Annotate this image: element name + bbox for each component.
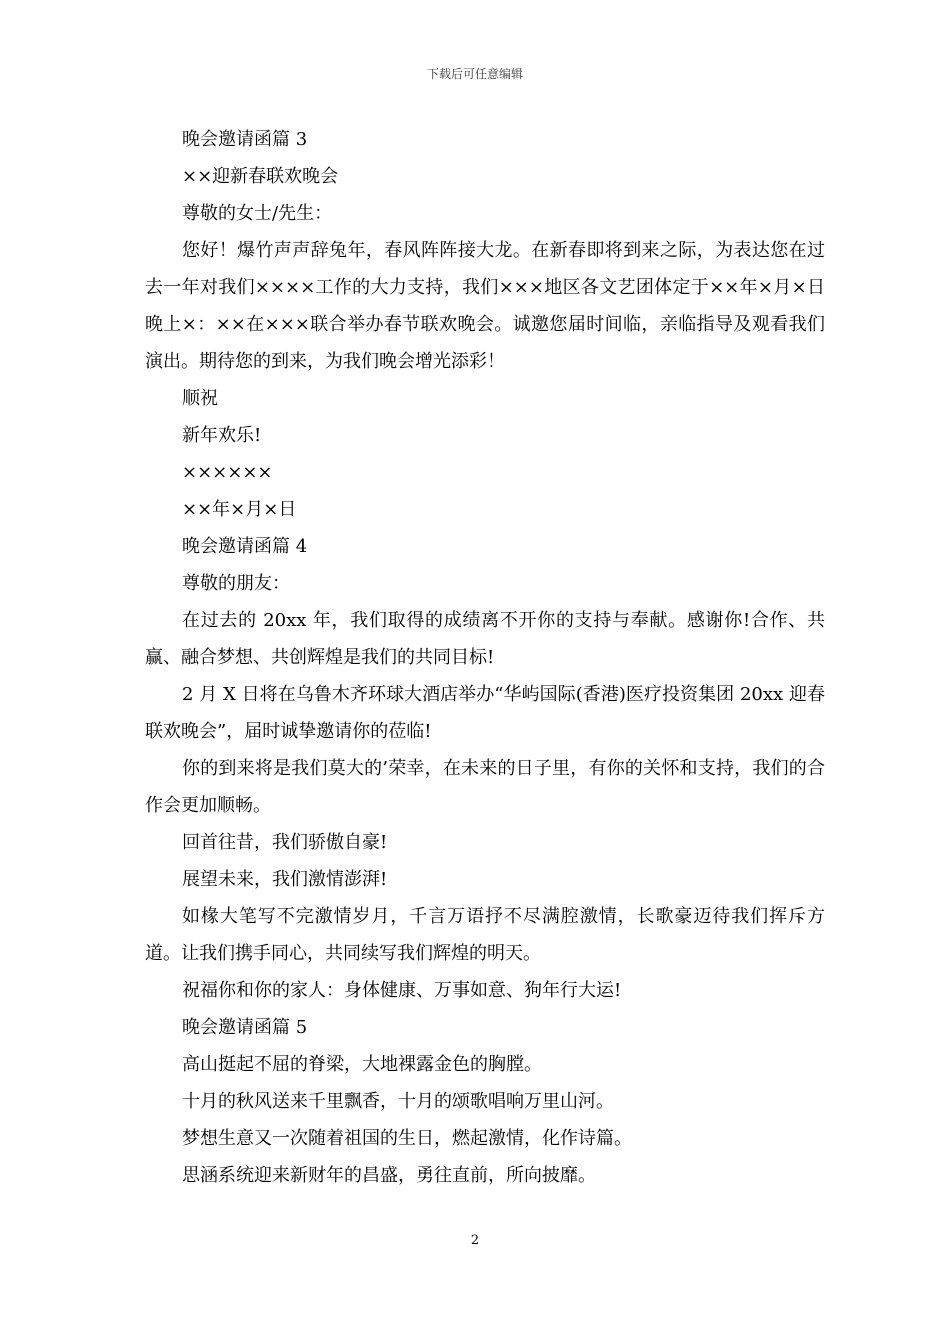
date-line: ××年×月×日: [182, 499, 297, 520]
page-header: 下载后可任意编辑: [426, 67, 523, 81]
body-line: 高山挺起不屈的脊梁，大地裸露金色的胸膛。: [182, 1054, 542, 1075]
body-line: 十月的秋风送来千里飘香，十月的颂歌唱响万里山河。: [182, 1091, 614, 1112]
body-line: 回首往昔，我们骄傲自豪!: [182, 832, 388, 853]
body-line: 祝福你和你的家人：身体健康、万事如意、狗年行大运!: [182, 980, 622, 1001]
page-number: 2: [470, 1233, 480, 1248]
signature: ××××××: [182, 462, 273, 483]
body-paragraph: 您好！爆竹声声辞兔年，春风阵阵接大龙。在新春即将到来之际，为表达您在过去一年对我们××××工作的大力支持，我们×××地区各文艺团体定于××年×月×日晚上×：××在×××联合举办春节联欢晚会。诚邀您届时间临，亲临指导及观看我们演出。期待您的到来，为我们晚会增光添彩！: [145, 240, 825, 372]
document-body: [145, 121, 825, 1194]
body-line: 思涵系统迎来新财年的昌盛，勇往直前，所向披靡。: [182, 1165, 596, 1186]
body-line: 梦想生意又一次随着祖国的生日，燃起激情，化作诗篇。: [182, 1128, 632, 1149]
body-paragraph: 在过去的 20xx 年，我们取得的成绩离不开你的支持与奉献。感谢你!合作、共赢、融合梦想、共创辉煌是我们的共同目标!: [145, 610, 825, 668]
section-heading-5: 晚会邀请函篇 5: [182, 1017, 308, 1038]
salutation: 尊敬的女士/先生：: [182, 203, 333, 224]
closing-line: 顺祝: [182, 388, 218, 409]
section-heading-4: 晚会邀请函篇 4: [182, 536, 308, 557]
closing-wish: 新年欢乐!: [182, 425, 262, 446]
body-paragraph: 2 月 X 日将在乌鲁木齐环球大酒店举办“华屿国际(香港)医疗投资集团 20xx 迎春联欢晚会”，届时诚挚邀请你的莅临!: [145, 684, 825, 742]
section-heading-3: 晚会邀请函篇 3: [182, 129, 308, 150]
salutation: 尊敬的朋友：: [182, 573, 290, 594]
body-paragraph: 如椽大笔写不完激情岁月，千言万语抒不尽满腔激情，长歌豪迈待我们挥斥方道。让我们携手同心，共同续写我们辉煌的明天。: [145, 906, 825, 964]
body-paragraph: 你的到来将是我们莫大的’荣幸，在未来的日子里，有你的关怀和支持，我们的合作会更加顺畅。: [145, 758, 825, 816]
event-title: ××迎新春联欢晚会: [182, 166, 339, 187]
body-line: 展望未来，我们激情澎湃!: [182, 869, 388, 890]
